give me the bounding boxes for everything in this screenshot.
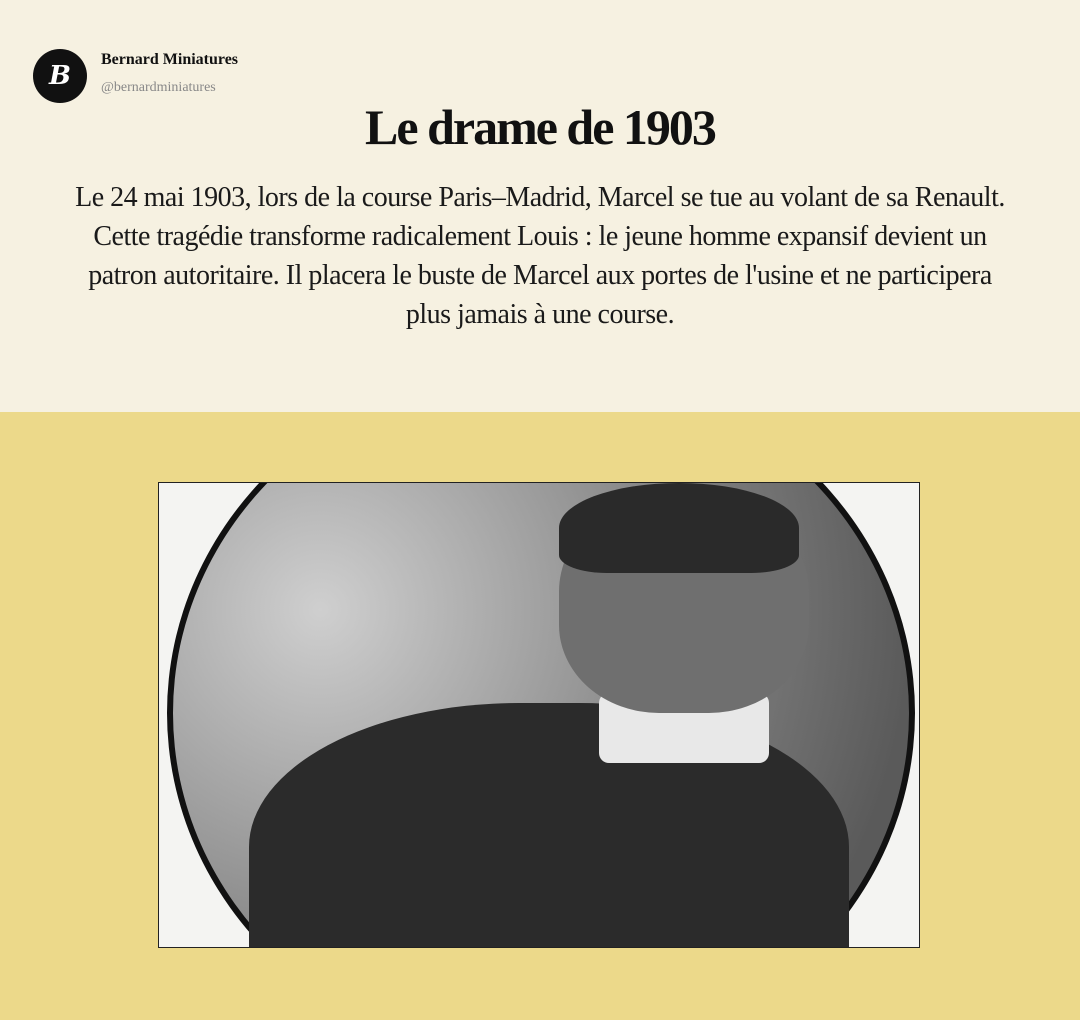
avatar-letter: B	[49, 61, 71, 91]
portrait-photo	[158, 482, 920, 948]
avatar[interactable]	[33, 49, 87, 103]
header-section	[0, 0, 1080, 412]
post-body: Le 24 mai 1903, lors de la course Paris–Madrid, Marcel se tue au volant de sa Renault. Cette tragédie transforme radicalement Louis : le jeune homme expansif devient un patron autoritaire. Il placera le buste de Marcel aux portes de l'usine et ne participera plus jamais à une course.	[75, 182, 1005, 330]
portrait-hair	[559, 483, 799, 573]
page-title: Le drame de 1903	[365, 99, 715, 155]
account-name[interactable]: Bernard Miniatures	[101, 51, 239, 68]
account-handle[interactable]: @bernardminiatures	[101, 80, 216, 95]
